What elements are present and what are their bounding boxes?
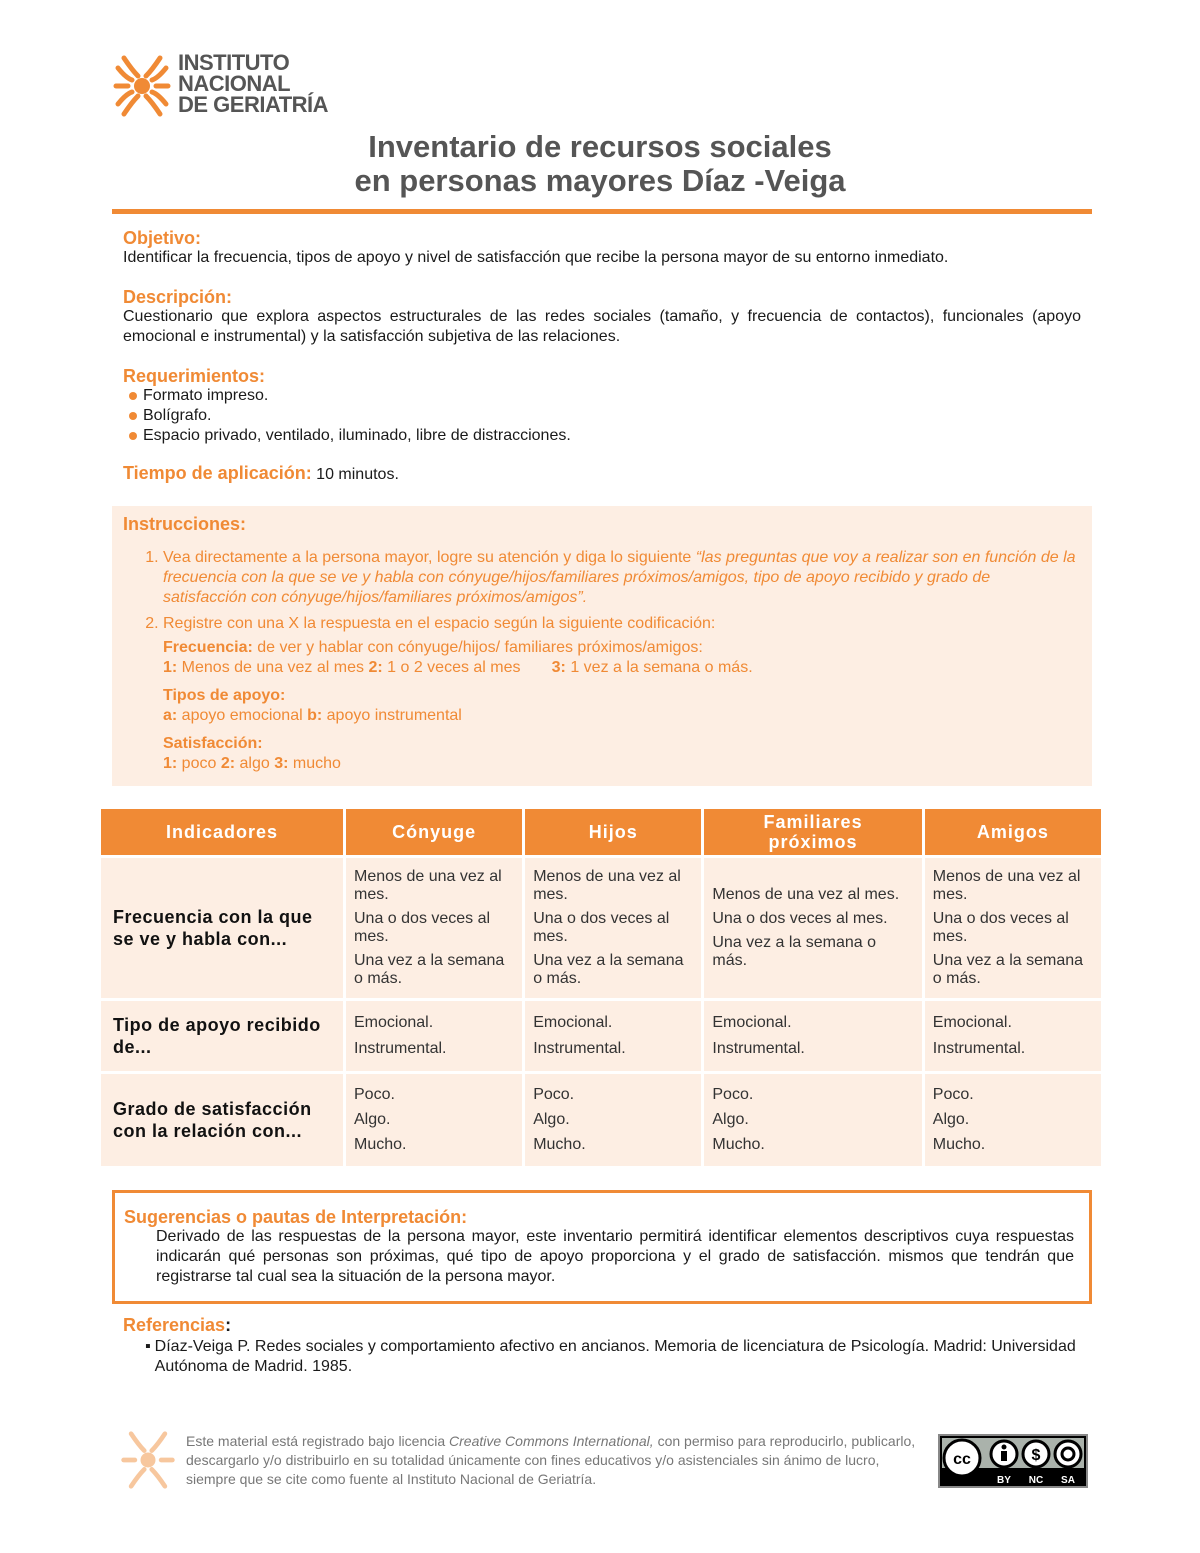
page-title: Inventario de recursos sociales en personas mayores Díaz -Veiga (354, 129, 846, 198)
instrucciones-list (123, 548, 1078, 774)
svg-text:SA: SA (1061, 1475, 1075, 1486)
table-row (101, 858, 1101, 998)
row-label-tipo-apoyo: Tipo de apoyo recibido de... (101, 1001, 343, 1071)
sugerencias-text: Derivado de las respuestas de la persona mayor, este inventario permitirá identificar elementos descriptivos cuya respuestas indicarán qué personas son próximas, qué tipo de apoyo proporciona y el grado de satisfacción. mismos que tendrán que registrarse tal cual sea la situación de la persona mayor. (156, 1228, 1074, 1285)
list-item: Bolígrafo. (123, 406, 1081, 426)
requerimientos-heading: Requerimientos: (123, 366, 266, 386)
referencia-text: Díaz-Veiga P. Redes sociales y comportamiento afectivo en ancianos. Memoria de licenciatura de Psicología. Madrid: Universidad Autónoma de Madrid. 1985. (154, 1338, 1076, 1375)
svg-text:BY: BY (997, 1475, 1011, 1486)
cell-hijos-apoyo: Emocional. Instrumental. (525, 1001, 701, 1071)
bullet-icon (129, 412, 137, 420)
tiempo-heading: Tiempo de aplicación: (123, 463, 312, 483)
descripcion-heading: Descripción: (123, 287, 233, 307)
descripcion-text: Cuestionario que explora aspectos estructurales de las redes sociales (tamaño, y frecuencia de contactos), funcionales (apoyo emocional e instrumental) y la satisfacción subjetiva de las relaciones. (123, 308, 1081, 345)
institution-name: INSTITUTO NACIONAL DE GERIATRÍA (178, 50, 329, 117)
svg-text:cc: cc (953, 1451, 971, 1468)
row-label-satisfaccion: Grado de satisfacción con la relación con... (101, 1074, 343, 1166)
table-header-row (101, 809, 1101, 855)
descripcion-section (123, 287, 1081, 347)
cell-conyuge-frecuencia: Menos de una vez al mes. Una o dos veces al mes. Una vez a la semana o más. (346, 858, 522, 998)
cell-amigos-apoyo: Emocional. Instrumental. (925, 1001, 1101, 1071)
objetivo-text: Identificar la frecuencia, tipos de apoyo y nivel de satisfacción que recibe la persona mayor de su entorno inmediato. (123, 249, 949, 266)
list-item: Formato impreso. (123, 386, 1081, 406)
list-item (123, 1337, 1081, 1377)
bullet-icon (129, 392, 137, 400)
referencias-heading: Referencias (123, 1315, 226, 1335)
creative-commons-icon (938, 1434, 1088, 1488)
cell-hijos-satisfaccion: Poco. Algo. Mucho. (525, 1074, 701, 1166)
instrucciones-box (112, 506, 1092, 786)
referencias-section: Referencias: ▪ Díaz-Veiga P. Redes sociales y comportamiento afectivo en ancianos. Memoria de licenciatura de Psicología. Madrid: Universidad Autónoma de Madrid. 1985. (123, 1315, 1081, 1377)
objetivo-heading: Objetivo: (123, 228, 202, 248)
recursos-table (98, 806, 1104, 1169)
requerimientos-list (123, 386, 1081, 446)
tiempo-section (123, 463, 1081, 485)
table-row (101, 1001, 1101, 1071)
cell-amigos-frecuencia: Menos de una vez al mes. Una o dos veces al mes. Una vez a la semana o más. (925, 858, 1101, 998)
requerimientos-section (123, 366, 1081, 446)
sugerencias-heading: Sugerencias o pautas de Interpretación: (124, 1207, 468, 1227)
list-item: Espacio privado, ventilado, iluminado, libre de distracciones. (123, 426, 1081, 446)
cell-familiares-apoyo: Emocional. Instrumental. (704, 1001, 921, 1071)
title-divider (112, 209, 1092, 214)
row-label-frecuencia: Frecuencia con la que se ve y habla con... (101, 858, 343, 998)
cell-familiares-satisfaccion: Poco. Algo. Mucho. (704, 1074, 921, 1166)
list-item: 2. Registre con una X la respuesta en el espacio según la siguiente codificación: Frecuencia: de ver y hablar con cónyuge/hijos/ familiares próximos/amigos: 1: Menos de una vez al mes 2: 1 o 2 veces al mes 3: 1 vez a la semana o más. Tipos de apoyo: a: apoyo emocional b: apoyo instrumental Satisfacción: 1: poco 2: algo 3: mucho (163, 614, 1078, 774)
license-text: Este material está registrado bajo licencia Creative Commons International, con permiso para reproducirlo, publicarlo, descargarlo y/o distribuirlo en su totalidad únicamente con fines educativos y/o asistenciales sin ánimo de lucro, siempre que se cite como fuente al Instituto Nacional de Geriatría. (186, 1433, 916, 1487)
sugerencias-box (112, 1190, 1092, 1304)
inger-footer-logo-icon (118, 1425, 178, 1495)
cell-conyuge-apoyo: Emocional. Instrumental. (346, 1001, 522, 1071)
svg-text:$: $ (1031, 1447, 1041, 1464)
bullet-icon: ▪ (145, 1338, 151, 1355)
cell-familiares-frecuencia: Menos de una vez al mes. Una o dos veces al mes. Una vez a la semana o más. (704, 858, 921, 998)
cell-amigos-satisfaccion: Poco. Algo. Mucho. (925, 1074, 1101, 1166)
header-indicadores: Indicadores (101, 809, 343, 855)
table-row (101, 1074, 1101, 1166)
instrucciones-heading: Instrucciones: (123, 514, 247, 534)
header-conyuge: Cónyuge (346, 809, 522, 855)
list-item: 1. Vea directamente a la persona mayor, logre su atención y diga lo siguiente “las preguntas que voy a realizar son en función de la frecuencia con la que se ve y habla con cónyuge/hijos/familiares próximos/amigos, tipo de apoyo recibido y grado de satisfacción con cónyuge/hijos/familiares próximos/amigos”. (163, 548, 1078, 608)
header-familiares: Familiares próximos (704, 809, 921, 855)
header-hijos: Hijos (525, 809, 701, 855)
tiempo-value: 10 minutos. (316, 466, 399, 483)
bullet-icon (129, 432, 137, 440)
svg-text:NC: NC (1028, 1475, 1044, 1486)
cell-conyuge-satisfaccion: Poco. Algo. Mucho. (346, 1074, 522, 1166)
cell-hijos-frecuencia: Menos de una vez al mes. Una o dos veces al mes. Una vez a la semana o más. (525, 858, 701, 998)
objetivo-section (123, 228, 1081, 268)
header-amigos: Amigos (925, 809, 1101, 855)
